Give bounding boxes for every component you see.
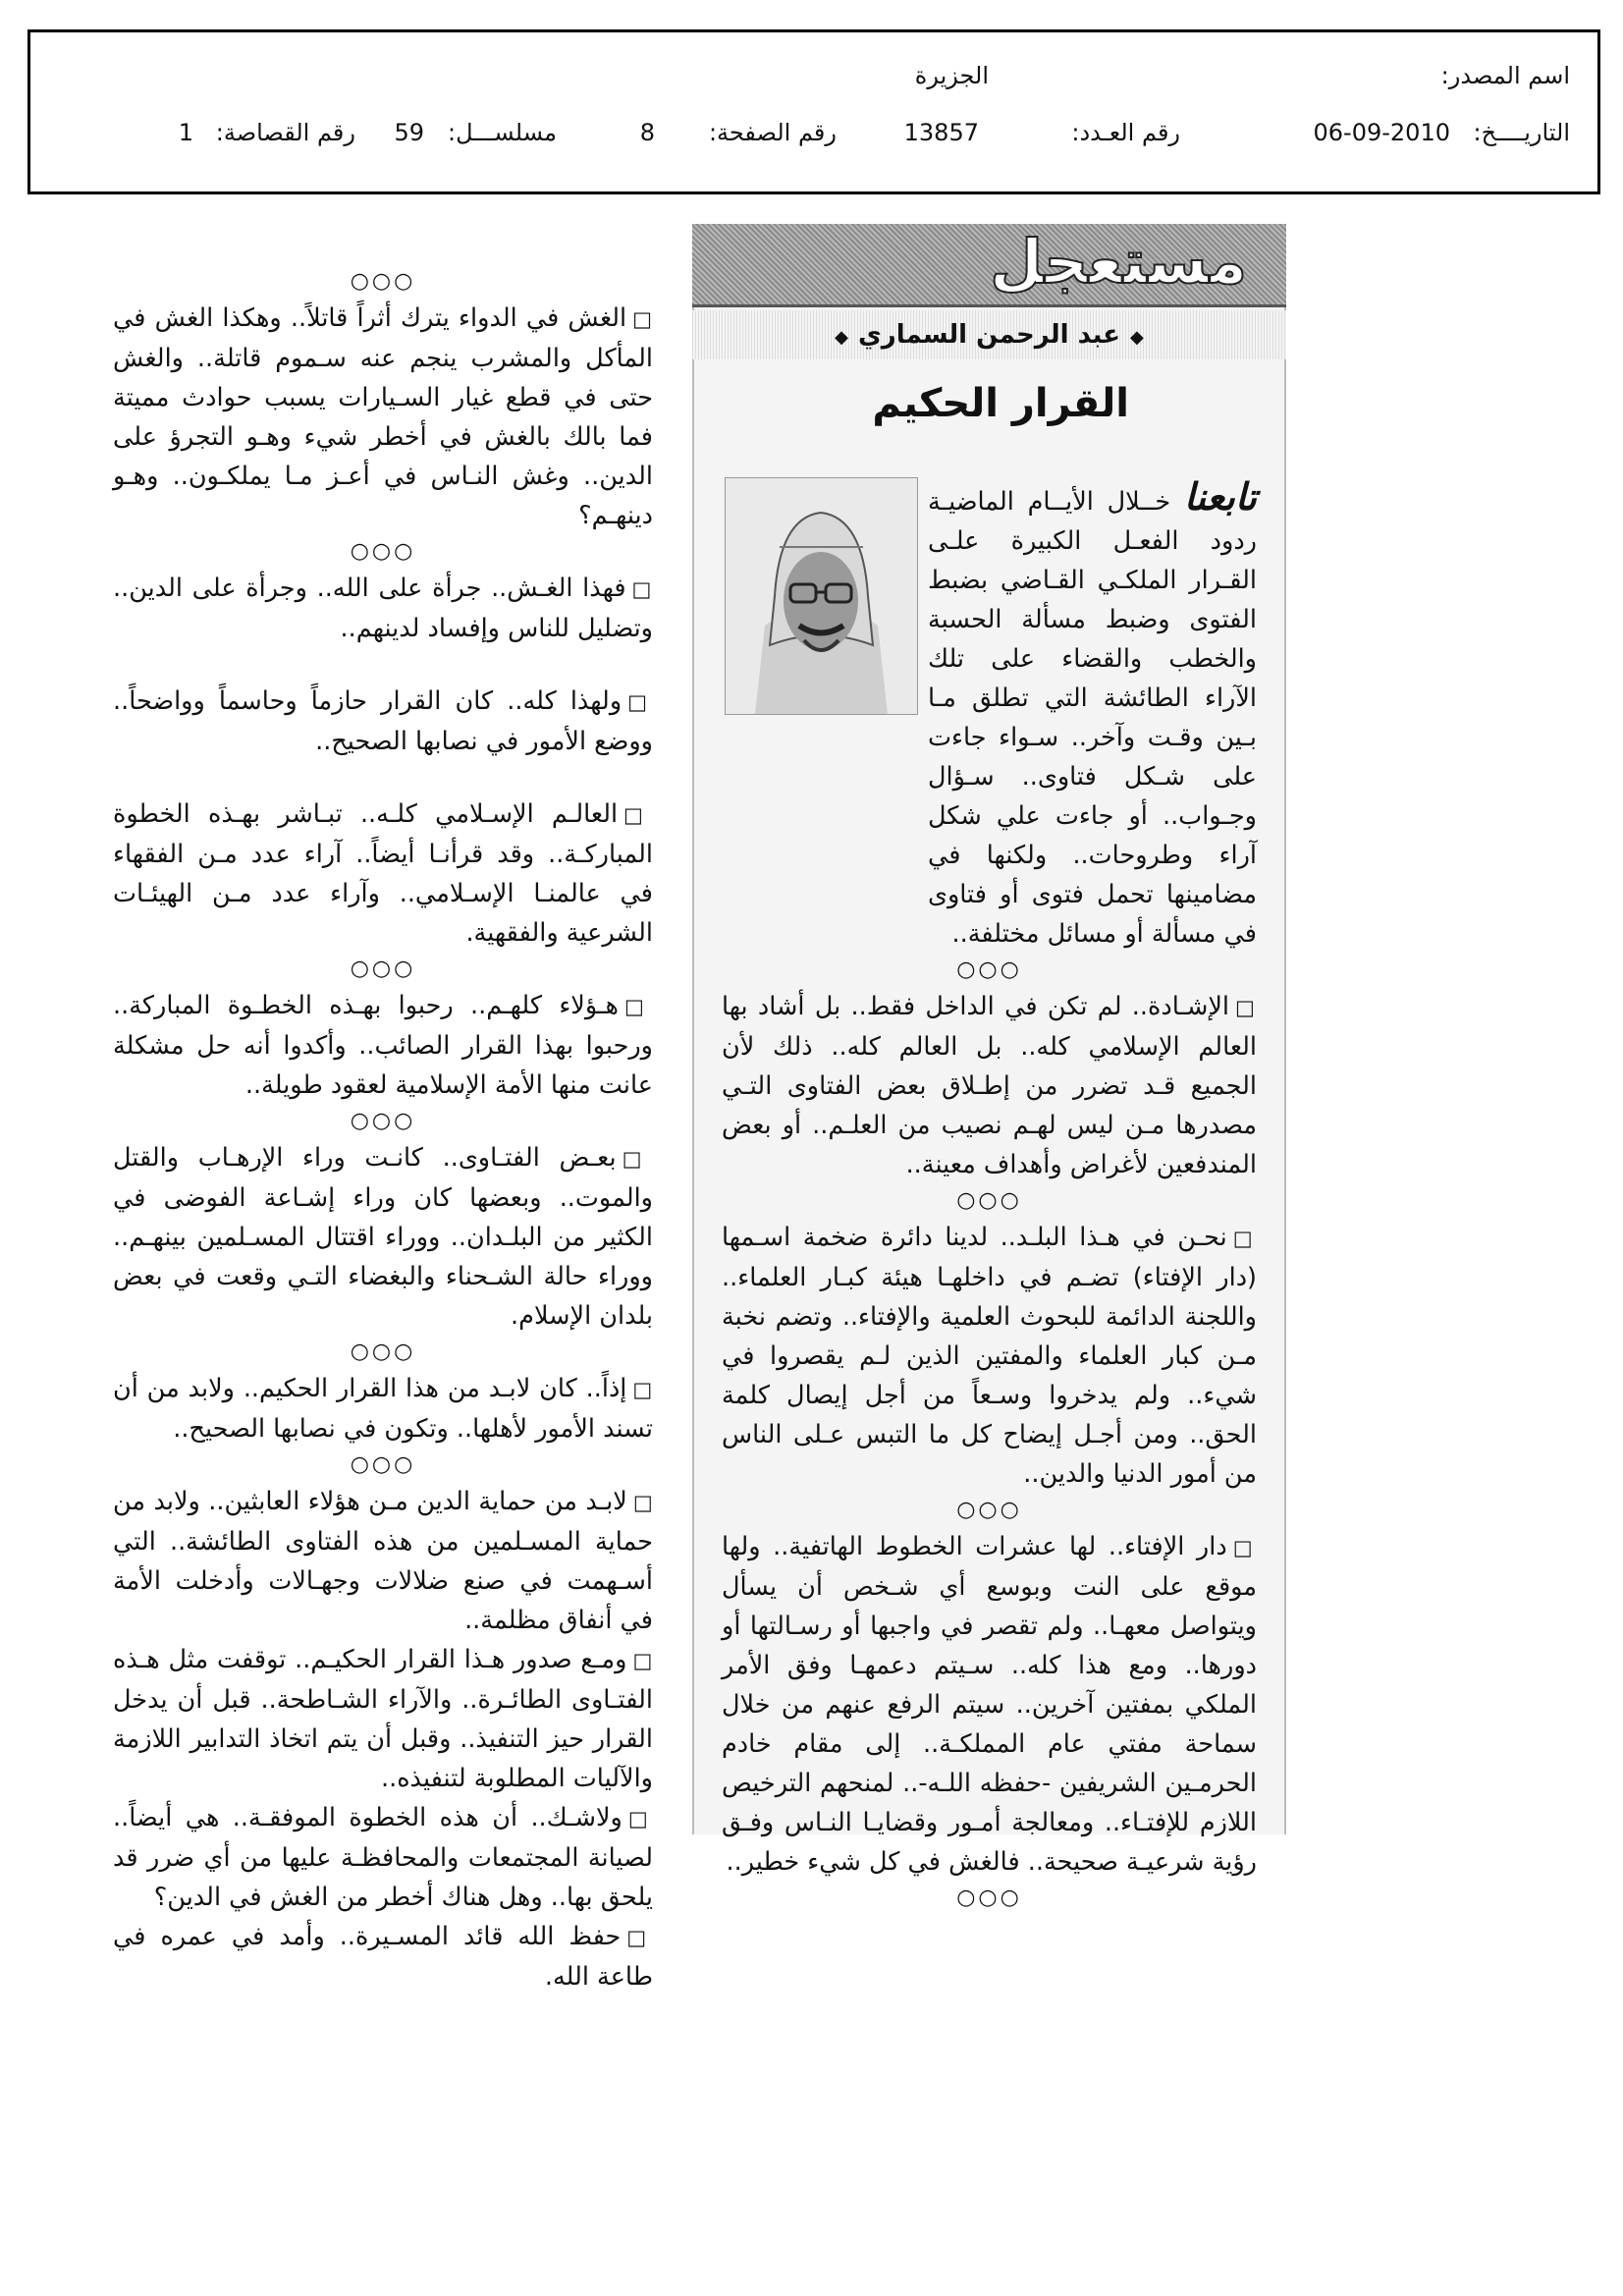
bullet-icon: □ — [622, 1147, 654, 1171]
section-separator: ○○○ — [350, 1109, 416, 1133]
section-separator: ○○○ — [350, 957, 416, 981]
diamond-icon: ◆ — [835, 327, 848, 348]
diamond-icon: ◆ — [1130, 327, 1144, 348]
section-separator: ○○○ — [956, 1886, 1022, 1910]
source-label: اسم المصدر: — [1440, 62, 1570, 89]
clipping-label: رقم القصاصة: — [215, 119, 355, 146]
bullet-icon: □ — [627, 1807, 653, 1831]
section-separator: ○○○ — [956, 1188, 1022, 1213]
serial-label: مسلســـل: — [448, 119, 557, 146]
paragraph: □دار الإفتاء.. لها عشرات الخطوط الهاتفية.. ولها موقع على النت وبوسع أي شـخص أن يسأل ويتواصل معهـا.. ولم تقصر في واجبها أو رسـالتها أو دورها.. ومع هذا كله.. سـيتم دعمهـا وفق الأمر الملكي بمفتين آخرين.. سيتم الرفع عنهم من خلال سماحة مفتي عام المملكـة.. إلى مقام خادم الحرمـين الشريفين -حفظه اللـه-.. لمنحهم الترخيص اللازم للإفتـاء.. ومعالجة أمـور وقضايـا النـاس وفـق رؤية شرعيـة صحيحة.. فالغش في كل شيء خطير.. — [722, 1532, 1258, 1877]
clipping-value: 1 — [178, 119, 193, 146]
paragraph: □ومـع صدور هـذا القرار الحكيـم.. توقفت مثل هـذه الفتـاوى الطائـرة.. والآراء الشـاطحة.. قبل أن يدخل القرار حيز التنفيذ.. وقبل أن يتم اتخاذ التدابير اللازمة والآليات المطلوبة لتنفيذه.. — [113, 1645, 653, 1793]
author-name: عبد الرحمن السماري — [857, 320, 1121, 350]
lead-first-word: تابعنا — [1183, 475, 1257, 519]
bullet-icon: □ — [632, 1378, 653, 1401]
bullet-icon: □ — [632, 307, 653, 331]
bullet-icon: □ — [632, 1491, 653, 1514]
paragraph: □الإشـادة.. لم تكن في الداخل فقط.. بل أشاد بها العالم الإسلامي كله.. بل العالم كله.. ذلك لأن الجميع قـد تضرر من إطـلاق بعض الفتاوى التـي مصدرها مـن ليس لهـم نصيب من العلـم.. أو بعض المندفعين لأغراض وأهداف معينة.. — [722, 992, 1258, 1179]
paragraph: □الغش في الدواء يترك أثراً قاتلاً.. وهكذا الغش في المأكل والمشرب ينجم عنه سـموم قاتلة.. والغش حتى في قطع غيار السـيارات يسبب حوادث مميتة فما بالك بالغش في أخطر شيء وهـو التجرؤ على الدين.. وغش النـاس في أعـز مـا يملكـون.. وهـو دينهـم؟ — [113, 303, 653, 530]
date-value: 06-09-2010 — [1313, 119, 1450, 146]
section-separator: ○○○ — [350, 269, 416, 294]
section-separator: ○○○ — [350, 539, 416, 564]
issue-label: رقم العـدد: — [1071, 119, 1180, 146]
paragraph: □فهذا الغـش.. جرأة على الله.. وجرأة على الدين.. وتضليل للناس وإفساد لدينهم.. — [113, 574, 653, 643]
paragraph: □حفظ الله قائد المسـيرة.. وأمد في عمره في طاعة الله. — [113, 1922, 653, 1992]
source-value: الجزيرة — [914, 62, 989, 89]
column-masthead — [692, 224, 1286, 307]
section-separator: ○○○ — [956, 1498, 1022, 1522]
lead-paragraph — [928, 477, 1257, 954]
bullet-icon: □ — [623, 995, 654, 1018]
bullet-icon: □ — [631, 577, 653, 601]
paragraph: □إذاً.. كان لابـد من هذا القرار الحكيم.. ولابد من أن تسند الأمور لأهلها.. وتكون في نصابها الصحيح.. — [113, 1374, 653, 1444]
article-column-right — [692, 224, 1286, 1910]
clipping-header — [27, 29, 1600, 194]
bullet-icon: □ — [1232, 1536, 1258, 1559]
date-label: التاريــــخ: — [1473, 119, 1570, 146]
section-separator: ○○○ — [956, 957, 1022, 982]
paragraph: □العالـم الإسـلامي كلـه.. تبـاشر بهـذه الخطوة المباركـة.. وقد قرأنـا أيضاً.. آراء عدد مـن الفقهاء في عالمنـا الإسـلامي.. وآراء عدد مـن الهيئـات الشرعية والفقهية. — [113, 799, 653, 948]
paragraph: □هـؤلاء كلهـم.. رحبوا بهـذه الخطـوة المباركة.. ورحبوا بهذا القرار الصائب.. وأكدوا أنه حل مشكلة عانت منها الأمة الإسلامية لعقود طويلة.. — [113, 991, 654, 1100]
page-label: رقم الصفحة: — [708, 119, 837, 146]
article-title: القرار الحكيم — [872, 381, 1129, 426]
bullet-icon: □ — [626, 1926, 653, 1949]
bullet-icon: □ — [1234, 996, 1258, 1019]
bullet-icon: □ — [632, 1649, 653, 1672]
article-body-right — [722, 477, 1257, 1915]
paragraph: □نحـن في هـذا البلـد.. لدينا دائرة ضخمة اسـمها (دار الإفتاء) تضـم في داخلهـا هيئة كبـار العلماء.. واللجنة الدائمة للبحوث العلمية والإفتاء.. وتضم نخبة مـن كبار العلماء والمفتين الذين لـم يقصروا في شيء.. ولم يدخروا وسـعاً من أجل إيصال كلمة الحق.. ومن أجـل إيضاح كل ما التبس عـلى الناس من أمور الدنيا والدين.. — [722, 1223, 1258, 1489]
author-byline — [692, 310, 1286, 359]
paragraph: □ولهذا كله.. كان القرار حازماً وحاسماً وواضحاً.. ووضع الأمور في نصابها الصحيح.. — [113, 686, 653, 756]
paragraph: □بعـض الفتـاوى.. كانـت وراء الإرهـاب والقتل والموت.. وبعضها كان وراء إشـاعة الفوضى في الكثير من البلـدان.. ووراء اقتتال المسـلمين بينهـم.. ووراء حالة الشـحناء والبغضاء التـي وقعت في بعض بلدان الإسلام. — [113, 1143, 654, 1331]
column-name: مستعجل — [990, 226, 1247, 298]
bullet-icon: □ — [1232, 1227, 1258, 1250]
section-separator: ○○○ — [350, 1452, 416, 1477]
bullet-icon: □ — [627, 690, 653, 714]
lead-text: خــلال الأيــام الماضيـة ردود الفعـل الكبيرة علـى القـرار الملكـي القـاضي بضبط الفتوى وضبط مسألة الحسبة والخطب والقضاء على تلك الآراء الطائشة التي تطلق مـا بـين وقـت وآخر.. سـواء جاءت على شـكل فتاوى.. سـؤال وجـواب.. أو جاءت علي شكل آراء وطروحات.. ولكنها في مضامينها تحمل فتوى أو فتاوى في مسألة أو مسائل مختلفة.. — [928, 487, 1257, 949]
page-value: 8 — [639, 119, 655, 146]
paragraph: □ولاشـك.. أن هذه الخطوة الموفقـة.. هي أيضاً.. لصيانة المجتمعات والمحافظـة عليها من أي ضرر قد يلحق بها.. وهل هناك أخطر من الغش في الدين؟ — [113, 1803, 653, 1912]
section-separator: ○○○ — [350, 1339, 416, 1364]
serial-value: 59 — [394, 119, 424, 146]
paragraph: □لابـد من حماية الدين مـن هؤلاء العابثين.. ولابد من حماية المسـلمين من هذه الفتاوى الطائشة.. التي أسـهمت في صنع ضلالات وجهـالات وأدخلت الأمة في أنفاق مظلمة.. — [113, 1487, 653, 1635]
bullet-icon: □ — [623, 803, 653, 827]
article-column-left — [113, 265, 653, 1996]
issue-value: 13857 — [903, 119, 979, 146]
